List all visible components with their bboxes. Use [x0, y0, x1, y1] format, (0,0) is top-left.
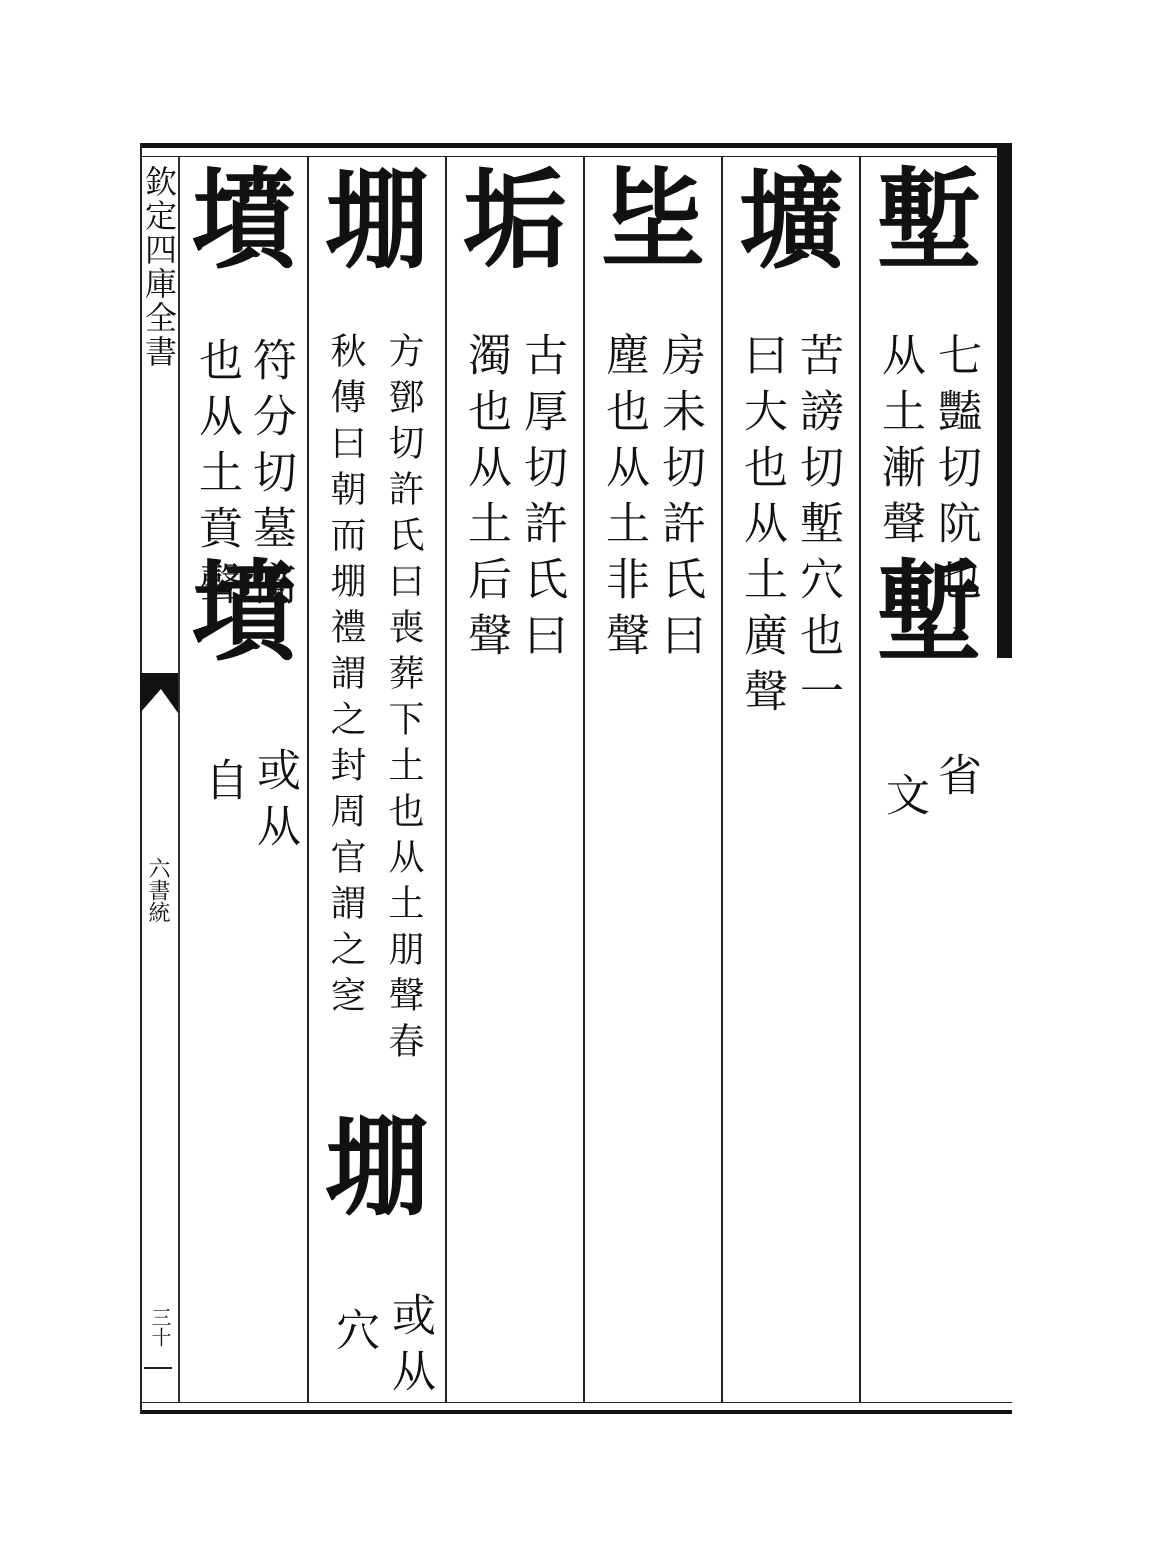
margin-rule — [178, 157, 180, 1402]
entry-column-3 — [585, 154, 721, 1402]
entry-text-line: 曰大也从土廣聲 — [736, 332, 787, 724]
entry-column-1 — [861, 154, 997, 1402]
margin-strip — [140, 157, 180, 1402]
entry-text-line: 古厚切許氏曰 — [516, 332, 567, 668]
entry-text-line: 房未切許氏曰 — [654, 332, 705, 668]
variant-note: 自 — [197, 757, 248, 813]
entry-text-line: 也从土賁聲 — [191, 337, 242, 617]
page-tick — [144, 1367, 172, 1369]
entry-column-2 — [723, 154, 859, 1402]
entry-text-line: 从土漸聲 — [874, 332, 925, 556]
variant-note: 省 — [930, 752, 981, 808]
entry-column-4 — [447, 154, 583, 1402]
frame-bottom-border — [140, 1402, 1012, 1414]
seal-character: 坒 — [600, 154, 705, 285]
variant-note: 或从 — [249, 747, 300, 859]
frame-right-border — [997, 143, 1012, 658]
seal-character: 垢 — [462, 154, 567, 285]
entry-text-line: 方鄧切許氏曰喪葬下土也从土朋聲春 — [383, 332, 424, 1068]
entry-text-line: 苦謗切塹穴也一 — [792, 332, 843, 724]
entry-column-5 — [309, 154, 445, 1404]
entry-text-line: 濁也从土后聲 — [460, 332, 511, 668]
entry-text-line: 七豔切阬也 — [930, 332, 981, 612]
seal-character: 墳 — [191, 154, 296, 285]
variant-seal-character: 塹 — [876, 546, 981, 677]
variant-seal-character: 墳 — [191, 546, 296, 677]
entry-text-line: 塵也从土非聲 — [598, 332, 649, 668]
volume-label: 六書統 — [145, 857, 170, 923]
seal-character: 塹 — [876, 154, 981, 285]
page-number: 三十 — [148, 1307, 172, 1347]
variant-note: 穴 — [328, 1307, 379, 1363]
seal-character: 堋 — [324, 154, 429, 285]
entry-text-line: 符分切墓高 — [245, 337, 296, 617]
variant-seal-character: 堋 — [324, 1101, 429, 1232]
fishtail-mark — [140, 673, 178, 713]
entry-text-line: 秋傳曰朝而堋禮謂之封周官謂之窆 — [325, 332, 366, 1022]
book-title: 欽定四庫全書 — [140, 165, 178, 369]
variant-note: 或从 — [384, 1292, 435, 1404]
entry-column-6 — [182, 154, 307, 1402]
variant-note: 文 — [878, 772, 929, 828]
seal-character: 壙 — [738, 154, 843, 285]
